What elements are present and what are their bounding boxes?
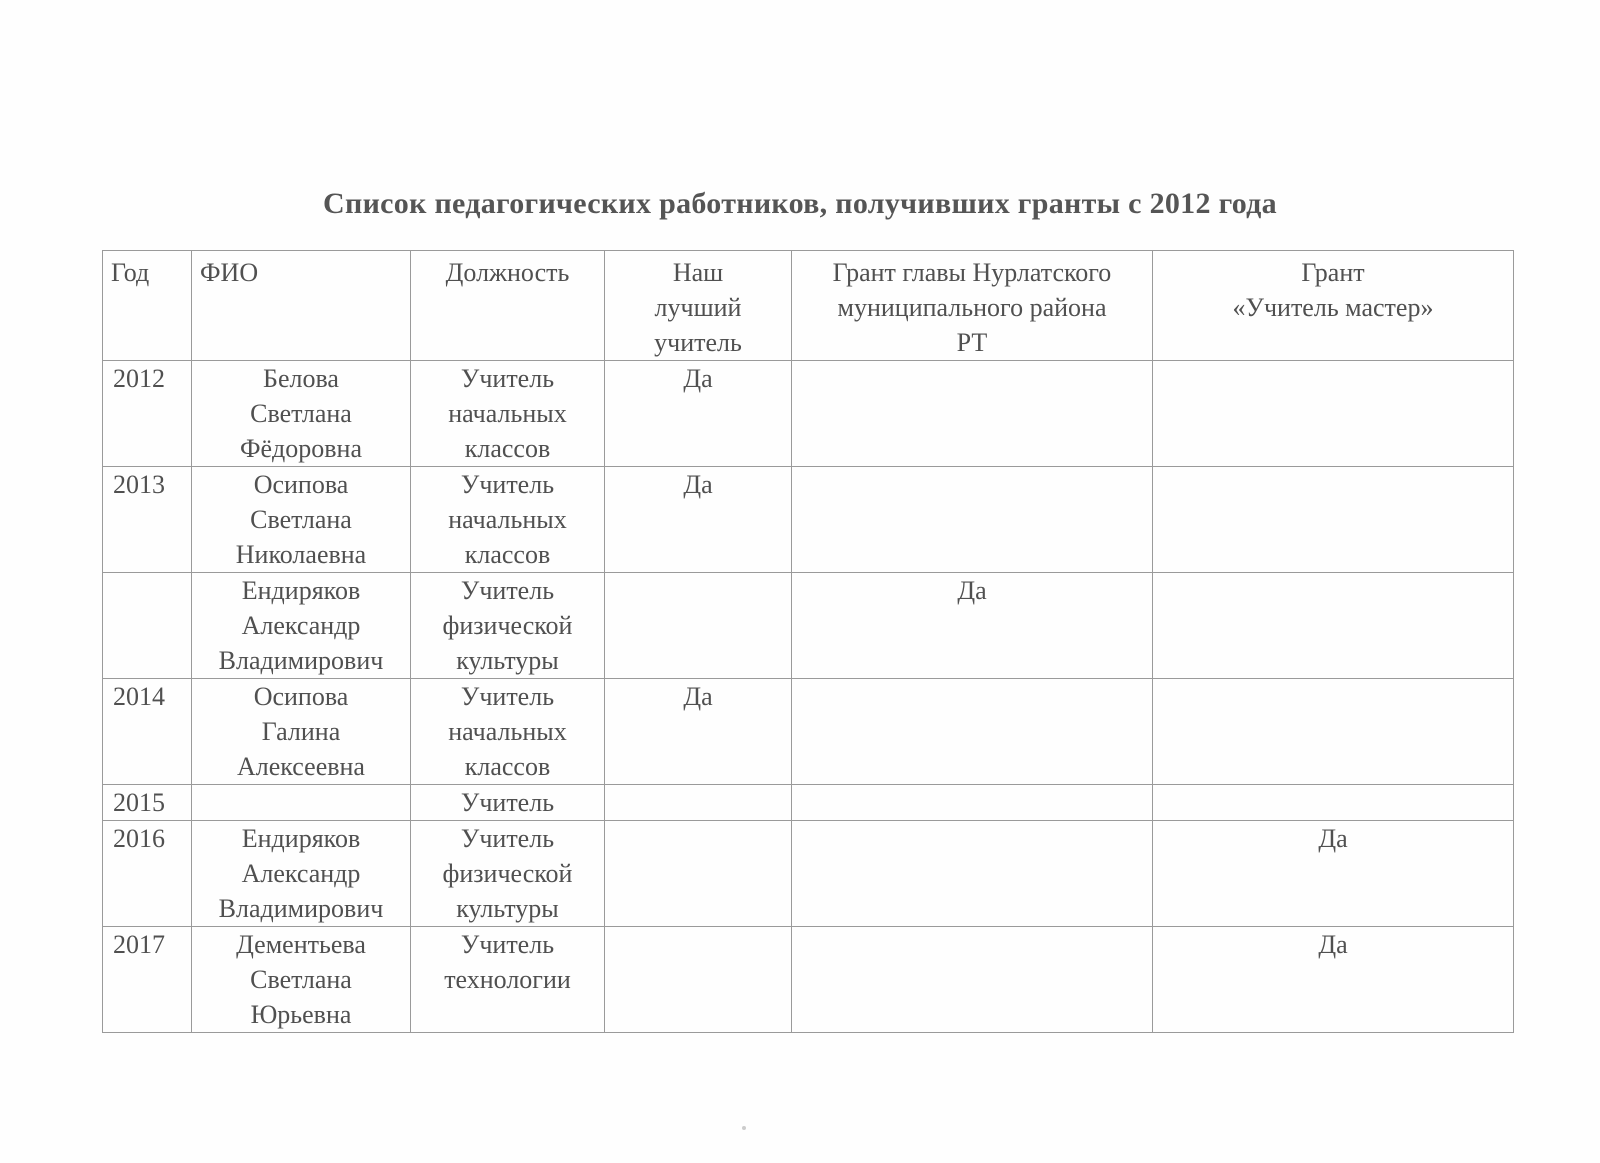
cell-name: Дементьева Светлана Юрьевна	[192, 927, 411, 1033]
cell-master-grant: Да	[1153, 821, 1514, 927]
cell-best-teacher	[605, 785, 792, 821]
cell-name: Осипова Галина Алексеевна	[192, 679, 411, 785]
cell-best-teacher: Да	[605, 467, 792, 573]
scan-speck	[742, 1126, 746, 1130]
header-head-grant: Грант главы Нурлатского муниципального района РТ	[792, 251, 1153, 361]
cell-head-grant	[792, 785, 1153, 821]
cell-best-teacher	[605, 573, 792, 679]
header-best-teacher: Наш лучший учитель	[605, 251, 792, 361]
header-year: Год	[103, 251, 192, 361]
cell-name: Белова Светлана Фёдоровна	[192, 361, 411, 467]
cell-best-teacher	[605, 821, 792, 927]
table-header-row	[103, 251, 1514, 361]
cell-best-teacher	[605, 927, 792, 1033]
cell-year: 2014	[103, 679, 192, 785]
cell-head-grant	[792, 821, 1153, 927]
cell-year: 2017	[103, 927, 192, 1033]
document-title: Список педагогических работников, получивших гранты с 2012 года	[323, 187, 1277, 220]
cell-head-grant	[792, 467, 1153, 573]
table-row	[103, 467, 1514, 573]
cell-master-grant: Да	[1153, 927, 1514, 1033]
table-row	[103, 821, 1514, 927]
table-row	[103, 573, 1514, 679]
cell-name: Ендиряков Александр Владимирович	[192, 821, 411, 927]
cell-position: Учитель физической культуры	[411, 573, 605, 679]
cell-master-grant	[1153, 573, 1514, 679]
cell-head-grant	[792, 679, 1153, 785]
table-row	[103, 927, 1514, 1033]
cell-name	[192, 785, 411, 821]
cell-head-grant	[792, 927, 1153, 1033]
cell-position: Учитель	[411, 785, 605, 821]
cell-best-teacher: Да	[605, 361, 792, 467]
cell-master-grant	[1153, 467, 1514, 573]
table-row	[103, 361, 1514, 467]
cell-master-grant	[1153, 785, 1514, 821]
header-master-grant: Грант «Учитель мастер»	[1153, 251, 1514, 361]
cell-name: Ендиряков Александр Владимирович	[192, 573, 411, 679]
cell-master-grant	[1153, 361, 1514, 467]
grants-table	[102, 250, 1514, 1033]
cell-year: 2012	[103, 361, 192, 467]
table-row	[103, 785, 1514, 821]
header-position: Должность	[411, 251, 605, 361]
cell-position: Учитель начальных классов	[411, 361, 605, 467]
cell-position: Учитель технологии	[411, 927, 605, 1033]
cell-master-grant	[1153, 679, 1514, 785]
cell-year: 2016	[103, 821, 192, 927]
header-name: ФИО	[192, 251, 411, 361]
cell-year	[103, 573, 192, 679]
cell-year: 2013	[103, 467, 192, 573]
cell-position: Учитель физической культуры	[411, 821, 605, 927]
cell-best-teacher: Да	[605, 679, 792, 785]
table-row	[103, 679, 1514, 785]
cell-year: 2015	[103, 785, 192, 821]
cell-head-grant	[792, 361, 1153, 467]
cell-position: Учитель начальных классов	[411, 679, 605, 785]
cell-head-grant: Да	[792, 573, 1153, 679]
cell-position: Учитель начальных классов	[411, 467, 605, 573]
cell-name: Осипова Светлана Николаевна	[192, 467, 411, 573]
